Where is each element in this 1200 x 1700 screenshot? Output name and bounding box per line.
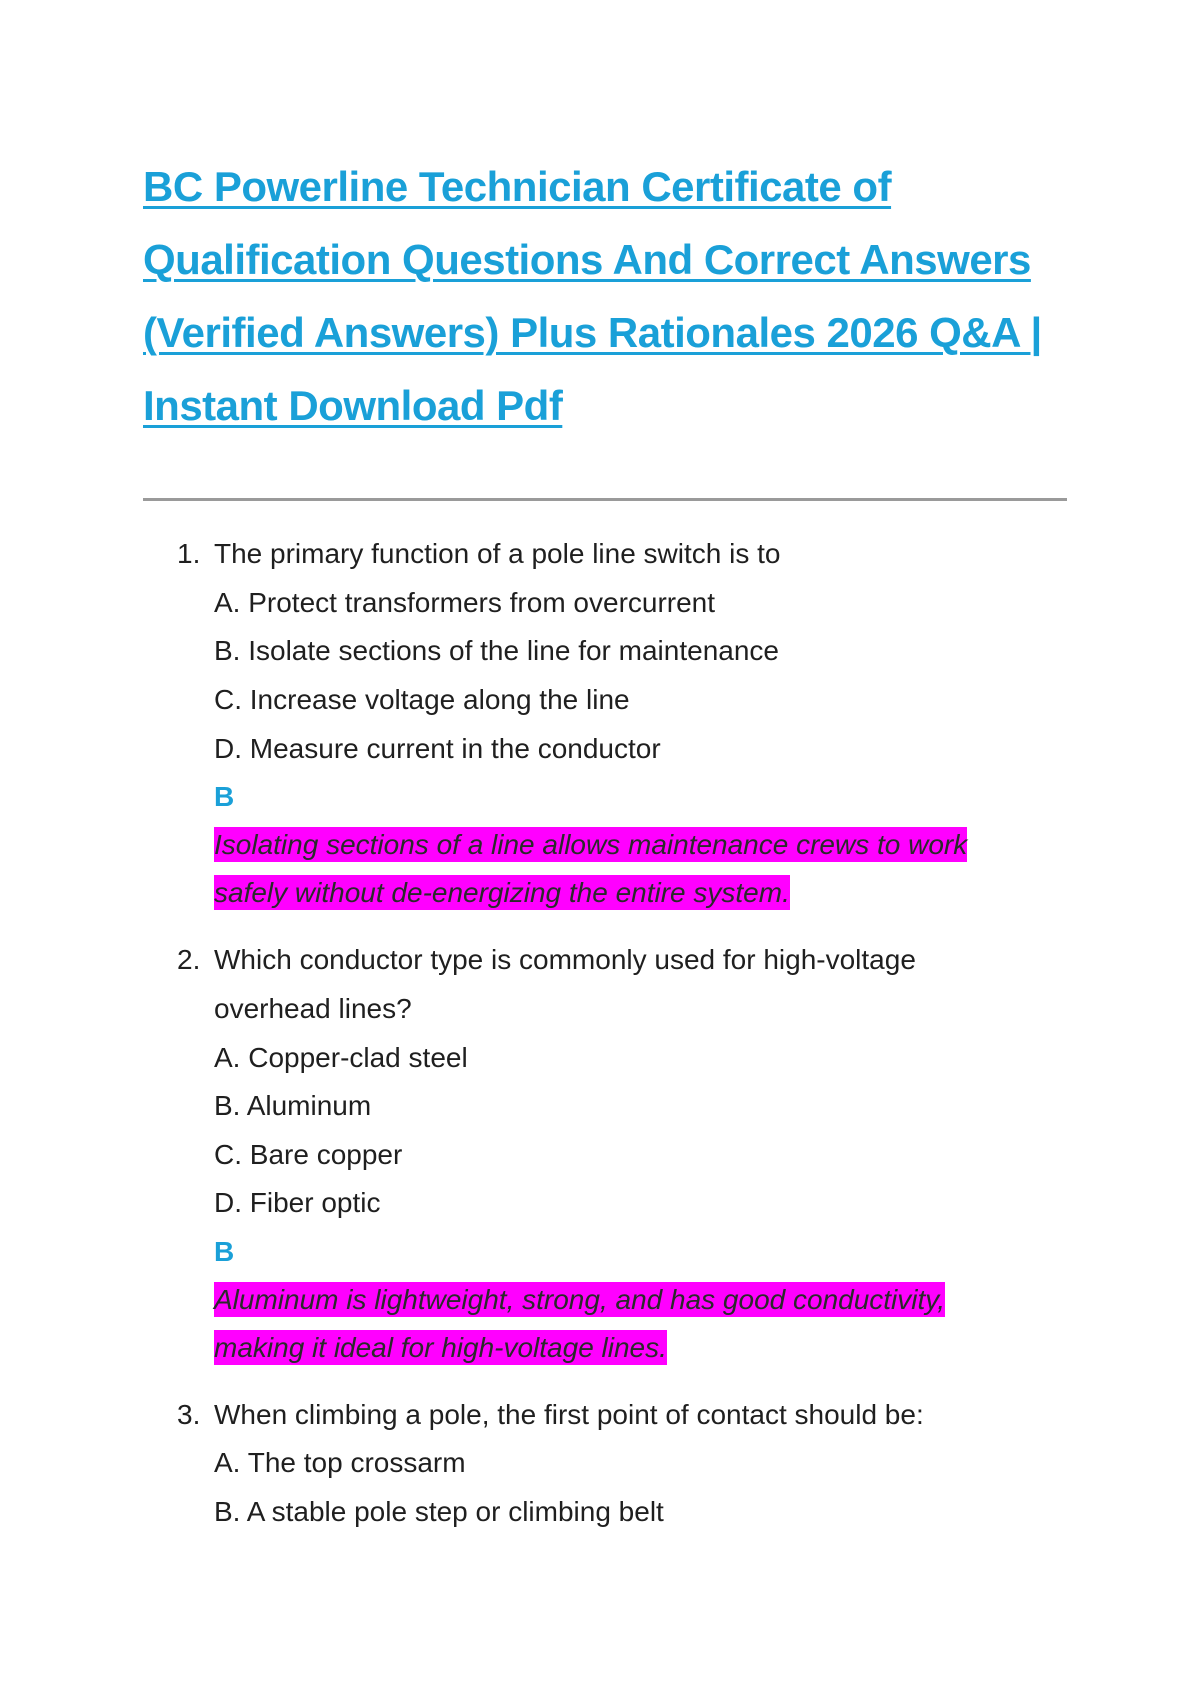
- document-title: [143, 150, 1083, 442]
- rationale: [214, 1276, 1014, 1372]
- rationale-text: Aluminum is lightweight, strong, and has good conductivity, making it ideal for high-voltage lines.: [214, 1284, 945, 1363]
- question-text: When climbing a pole, the first point of contact should be:: [214, 1399, 924, 1430]
- option-d: D. Measure current in the conductor: [214, 733, 661, 764]
- divider: [143, 498, 1067, 501]
- document-title-link[interactable]: BC Powerline Technician Certificate of Qualification Questions And Correct Answers (Verified Answers) Plus Rationales 2026 Q&A | Instant Download Pdf: [143, 163, 1042, 429]
- question-number: 3.: [177, 1399, 201, 1430]
- rationale-text: Isolating sections of a line allows maintenance crews to work safely without de-energizing the entire system.: [214, 829, 968, 908]
- option-b: B. Isolate sections of the line for maintenance: [214, 635, 779, 666]
- option-d: D. Fiber optic: [214, 1187, 381, 1218]
- option-c: C. Bare copper: [214, 1139, 403, 1170]
- option-b: B. A stable pole step or climbing belt: [214, 1496, 664, 1527]
- option-c: C. Increase voltage along the line: [214, 684, 630, 715]
- question-number: 1.: [177, 538, 201, 569]
- question-text: Which conductor type is commonly used for high-voltage overhead lines?: [214, 944, 916, 1024]
- option-a: A. Copper-clad steel: [214, 1042, 468, 1073]
- option-a: A. Protect transformers from overcurrent: [214, 587, 716, 618]
- answer-key: B: [214, 781, 235, 812]
- answer-key: B: [214, 1236, 235, 1267]
- question-number: 2.: [177, 944, 201, 975]
- question-text: The primary function of a pole line switch is to: [214, 538, 781, 569]
- rationale: [214, 821, 1014, 917]
- option-b: B. Aluminum: [214, 1090, 372, 1121]
- option-a: A. The top crossarm: [214, 1447, 466, 1478]
